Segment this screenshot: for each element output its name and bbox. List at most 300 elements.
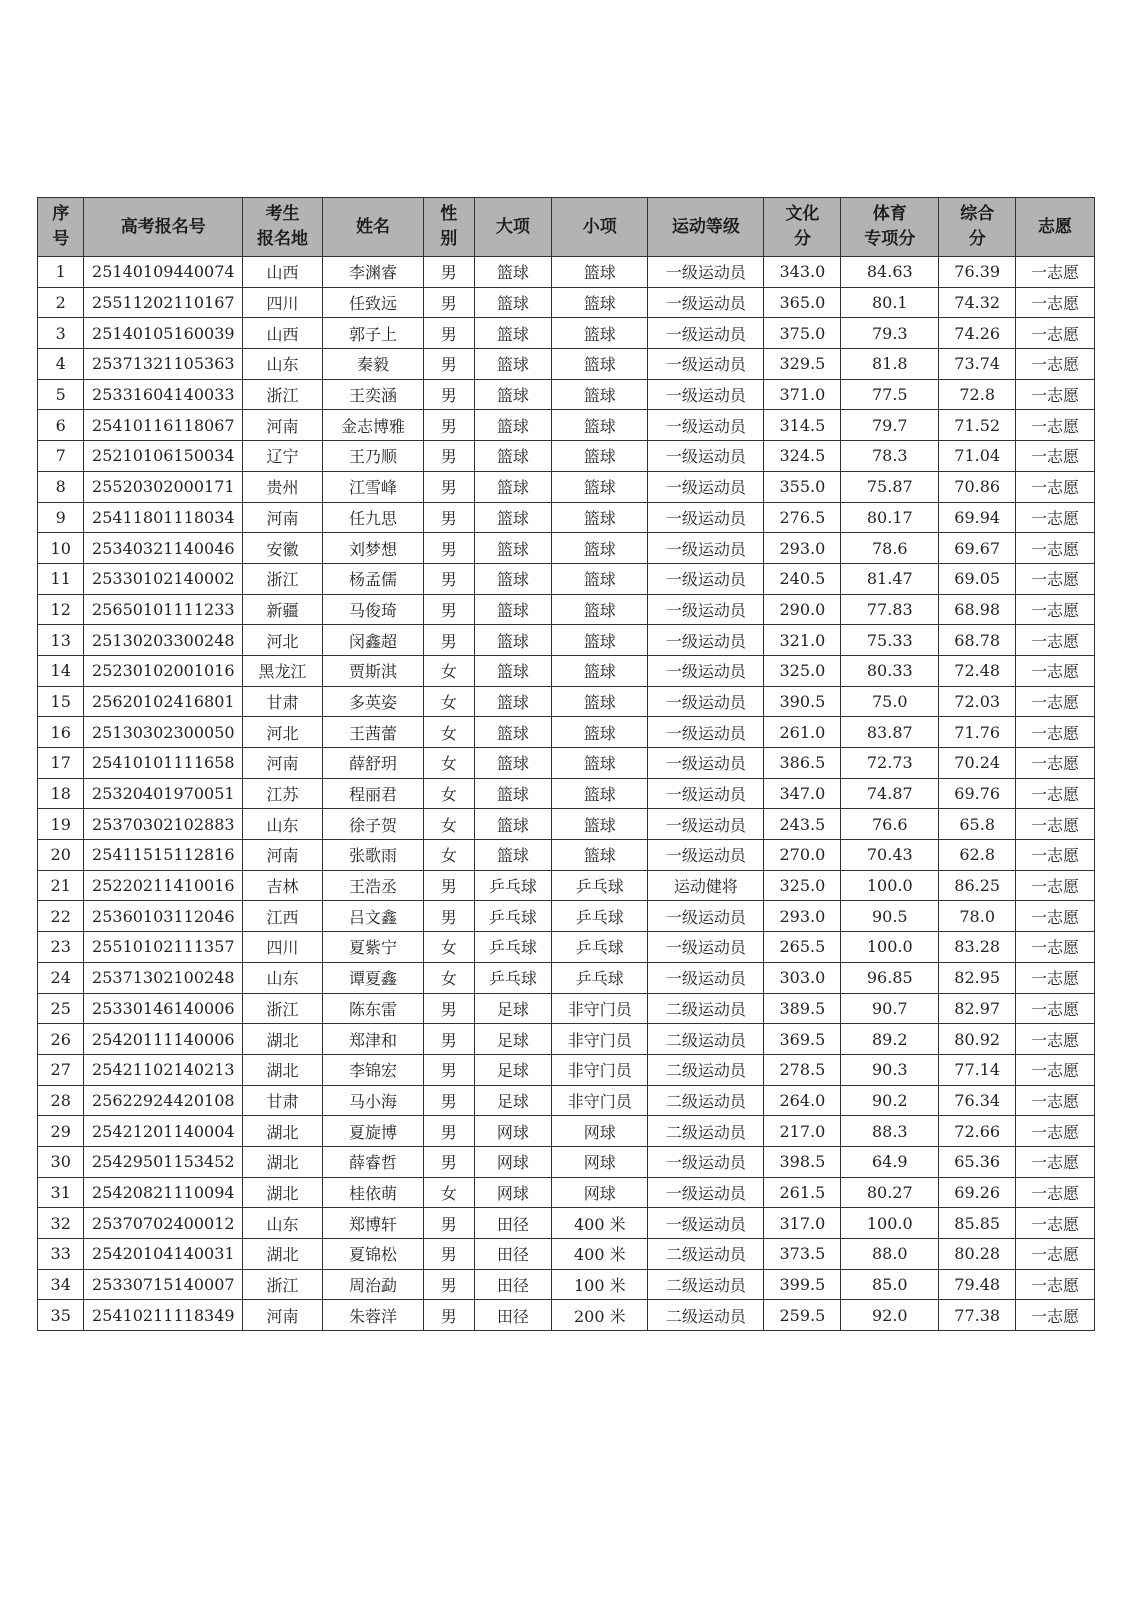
cell-total-score: 65.36 bbox=[939, 1146, 1016, 1177]
cell-gender: 男 bbox=[423, 257, 474, 288]
admission-list-table bbox=[37, 197, 1095, 1331]
cell-minor-item: 篮球 bbox=[552, 441, 648, 472]
cell-seq: 21 bbox=[38, 870, 84, 901]
cell-pe-score: 89.2 bbox=[841, 1024, 939, 1055]
cell-major-item: 篮球 bbox=[474, 410, 552, 441]
cell-preference: 一志愿 bbox=[1016, 502, 1095, 533]
cell-name: 薛舒玥 bbox=[322, 748, 423, 779]
cell-exam-id: 25411515112816 bbox=[84, 840, 243, 871]
cell-sport-level: 一级运动员 bbox=[648, 287, 764, 318]
header-total-score bbox=[939, 198, 1016, 257]
cell-pe-score: 83.87 bbox=[841, 717, 939, 748]
cell-seq: 7 bbox=[38, 441, 84, 472]
cell-seq: 12 bbox=[38, 594, 84, 625]
cell-major-item: 篮球 bbox=[474, 840, 552, 871]
cell-major-item: 篮球 bbox=[474, 349, 552, 380]
cell-name: 李锦宏 bbox=[322, 1054, 423, 1085]
header-minor-item bbox=[552, 198, 648, 257]
cell-sport-level: 运动健将 bbox=[648, 870, 764, 901]
cell-name: 杨孟儒 bbox=[322, 563, 423, 594]
table-header bbox=[38, 198, 1095, 257]
cell-culture-score: 290.0 bbox=[764, 594, 841, 625]
cell-major-item: 篮球 bbox=[474, 809, 552, 840]
cell-name: 朱蓉洋 bbox=[322, 1300, 423, 1331]
cell-minor-item: 乒乓球 bbox=[552, 901, 648, 932]
cell-pe-score: 80.17 bbox=[841, 502, 939, 533]
cell-exam-id: 25421201140004 bbox=[84, 1116, 243, 1147]
cell-total-score: 72.8 bbox=[939, 379, 1016, 410]
cell-minor-item: 篮球 bbox=[552, 840, 648, 871]
cell-seq: 17 bbox=[38, 748, 84, 779]
cell-gender: 男 bbox=[423, 870, 474, 901]
header-sport-level-line1: 运动等级 bbox=[671, 216, 740, 237]
cell-seq: 4 bbox=[38, 349, 84, 380]
cell-pe-score: 72.73 bbox=[841, 748, 939, 779]
cell-preference: 一志愿 bbox=[1016, 257, 1095, 288]
cell-major-item: 乒乓球 bbox=[474, 901, 552, 932]
cell-exam-id: 25622924420108 bbox=[84, 1085, 243, 1116]
cell-total-score: 70.24 bbox=[939, 748, 1016, 779]
cell-name: 张歌雨 bbox=[322, 840, 423, 871]
table-row bbox=[38, 778, 1095, 809]
header-minor-item-line1: 小项 bbox=[582, 216, 617, 237]
cell-sport-level: 一级运动员 bbox=[648, 655, 764, 686]
cell-region: 河北 bbox=[243, 717, 323, 748]
table-row bbox=[38, 1085, 1095, 1116]
cell-culture-score: 240.5 bbox=[764, 563, 841, 594]
cell-sport-level: 一级运动员 bbox=[648, 502, 764, 533]
cell-preference: 一志愿 bbox=[1016, 1269, 1095, 1300]
cell-culture-score: 261.5 bbox=[764, 1177, 841, 1208]
header-seq bbox=[38, 198, 84, 257]
cell-name: 夏旋博 bbox=[322, 1116, 423, 1147]
cell-total-score: 82.95 bbox=[939, 962, 1016, 993]
cell-sport-level: 一级运动员 bbox=[648, 471, 764, 502]
cell-total-score: 71.52 bbox=[939, 410, 1016, 441]
cell-name: 薛睿哲 bbox=[322, 1146, 423, 1177]
cell-region: 浙江 bbox=[243, 379, 323, 410]
cell-major-item: 篮球 bbox=[474, 257, 552, 288]
cell-minor-item: 乒乓球 bbox=[552, 932, 648, 963]
cell-major-item: 篮球 bbox=[474, 441, 552, 472]
cell-sport-level: 一级运动员 bbox=[648, 1208, 764, 1239]
table-row bbox=[38, 441, 1095, 472]
cell-seq: 23 bbox=[38, 932, 84, 963]
cell-sport-level: 一级运动员 bbox=[648, 686, 764, 717]
cell-region: 河南 bbox=[243, 502, 323, 533]
cell-seq: 29 bbox=[38, 1116, 84, 1147]
cell-preference: 一志愿 bbox=[1016, 1208, 1095, 1239]
cell-pe-score: 85.0 bbox=[841, 1269, 939, 1300]
cell-culture-score: 276.5 bbox=[764, 502, 841, 533]
cell-gender: 男 bbox=[423, 563, 474, 594]
cell-exam-id: 25411801118034 bbox=[84, 502, 243, 533]
cell-name: 任致远 bbox=[322, 287, 423, 318]
cell-seq: 32 bbox=[38, 1208, 84, 1239]
cell-sport-level: 二级运动员 bbox=[648, 1116, 764, 1147]
cell-pe-score: 90.2 bbox=[841, 1085, 939, 1116]
cell-seq: 11 bbox=[38, 563, 84, 594]
cell-preference: 一志愿 bbox=[1016, 778, 1095, 809]
header-region-line2: 报名地 bbox=[257, 229, 309, 249]
cell-major-item: 篮球 bbox=[474, 471, 552, 502]
cell-pe-score: 75.33 bbox=[841, 625, 939, 656]
cell-pe-score: 77.5 bbox=[841, 379, 939, 410]
cell-pe-score: 100.0 bbox=[841, 870, 939, 901]
cell-preference: 一志愿 bbox=[1016, 471, 1095, 502]
cell-pe-score: 76.6 bbox=[841, 809, 939, 840]
table-row bbox=[38, 993, 1095, 1024]
cell-gender: 男 bbox=[423, 287, 474, 318]
cell-exam-id: 25520302000171 bbox=[84, 471, 243, 502]
cell-region: 甘肃 bbox=[243, 1085, 323, 1116]
cell-preference: 一志愿 bbox=[1016, 625, 1095, 656]
cell-minor-item: 篮球 bbox=[552, 318, 648, 349]
cell-preference: 一志愿 bbox=[1016, 1085, 1095, 1116]
table-row bbox=[38, 870, 1095, 901]
cell-culture-score: 375.0 bbox=[764, 318, 841, 349]
cell-region: 浙江 bbox=[243, 563, 323, 594]
cell-seq: 5 bbox=[38, 379, 84, 410]
cell-culture-score: 321.0 bbox=[764, 625, 841, 656]
cell-gender: 女 bbox=[423, 717, 474, 748]
header-pe-score bbox=[841, 198, 939, 257]
cell-preference: 一志愿 bbox=[1016, 870, 1095, 901]
cell-gender: 女 bbox=[423, 932, 474, 963]
cell-minor-item: 400 米 bbox=[552, 1208, 648, 1239]
cell-minor-item: 篮球 bbox=[552, 563, 648, 594]
cell-gender: 男 bbox=[423, 379, 474, 410]
cell-preference: 一志愿 bbox=[1016, 962, 1095, 993]
cell-region: 甘肃 bbox=[243, 686, 323, 717]
cell-minor-item: 篮球 bbox=[552, 594, 648, 625]
cell-gender: 男 bbox=[423, 471, 474, 502]
cell-seq: 2 bbox=[38, 287, 84, 318]
cell-minor-item: 乒乓球 bbox=[552, 870, 648, 901]
cell-total-score: 80.92 bbox=[939, 1024, 1016, 1055]
cell-culture-score: 303.0 bbox=[764, 962, 841, 993]
cell-total-score: 70.86 bbox=[939, 471, 1016, 502]
cell-sport-level: 二级运动员 bbox=[648, 1024, 764, 1055]
cell-region: 河北 bbox=[243, 625, 323, 656]
cell-sport-level: 一级运动员 bbox=[648, 932, 764, 963]
cell-seq: 25 bbox=[38, 993, 84, 1024]
cell-gender: 女 bbox=[423, 778, 474, 809]
cell-exam-id: 25410116118067 bbox=[84, 410, 243, 441]
cell-gender: 男 bbox=[423, 1116, 474, 1147]
cell-exam-id: 25650101111233 bbox=[84, 594, 243, 625]
table-row bbox=[38, 840, 1095, 871]
cell-gender: 女 bbox=[423, 686, 474, 717]
cell-pe-score: 78.3 bbox=[841, 441, 939, 472]
header-exam-id-line1: 高考报名号 bbox=[120, 216, 206, 237]
cell-seq: 20 bbox=[38, 840, 84, 871]
table-row bbox=[38, 471, 1095, 502]
cell-preference: 一志愿 bbox=[1016, 932, 1095, 963]
cell-region: 山东 bbox=[243, 962, 323, 993]
cell-total-score: 69.67 bbox=[939, 533, 1016, 564]
cell-exam-id: 25420821110094 bbox=[84, 1177, 243, 1208]
cell-seq: 33 bbox=[38, 1239, 84, 1270]
cell-major-item: 足球 bbox=[474, 1085, 552, 1116]
cell-sport-level: 一级运动员 bbox=[648, 748, 764, 779]
table-row bbox=[38, 1146, 1095, 1177]
cell-major-item: 篮球 bbox=[474, 748, 552, 779]
cell-seq: 30 bbox=[38, 1146, 84, 1177]
cell-name: 李渊睿 bbox=[322, 257, 423, 288]
cell-preference: 一志愿 bbox=[1016, 840, 1095, 871]
cell-seq: 3 bbox=[38, 318, 84, 349]
cell-exam-id: 25420104140031 bbox=[84, 1239, 243, 1270]
cell-culture-score: 399.5 bbox=[764, 1269, 841, 1300]
cell-exam-id: 25410211118349 bbox=[84, 1300, 243, 1331]
cell-name: 陈东雷 bbox=[322, 993, 423, 1024]
cell-name: 夏锦松 bbox=[322, 1239, 423, 1270]
cell-minor-item: 100 米 bbox=[552, 1269, 648, 1300]
cell-culture-score: 389.5 bbox=[764, 993, 841, 1024]
cell-minor-item: 200 米 bbox=[552, 1300, 648, 1331]
cell-name: 周治勐 bbox=[322, 1269, 423, 1300]
header-total-score-line2: 分 bbox=[968, 229, 986, 249]
cell-pe-score: 80.27 bbox=[841, 1177, 939, 1208]
cell-region: 四川 bbox=[243, 932, 323, 963]
cell-major-item: 篮球 bbox=[474, 686, 552, 717]
cell-total-score: 83.28 bbox=[939, 932, 1016, 963]
cell-minor-item: 非守门员 bbox=[552, 1024, 648, 1055]
cell-culture-score: 386.5 bbox=[764, 748, 841, 779]
cell-name: 贾斯淇 bbox=[322, 655, 423, 686]
cell-total-score: 73.74 bbox=[939, 349, 1016, 380]
cell-minor-item: 篮球 bbox=[552, 748, 648, 779]
cell-pe-score: 88.3 bbox=[841, 1116, 939, 1147]
cell-sport-level: 二级运动员 bbox=[648, 1054, 764, 1085]
cell-seq: 14 bbox=[38, 655, 84, 686]
cell-pe-score: 90.7 bbox=[841, 993, 939, 1024]
cell-seq: 35 bbox=[38, 1300, 84, 1331]
cell-pe-score: 81.8 bbox=[841, 349, 939, 380]
cell-seq: 28 bbox=[38, 1085, 84, 1116]
table-row bbox=[38, 748, 1095, 779]
cell-seq: 22 bbox=[38, 901, 84, 932]
header-gender-line1: 性 bbox=[440, 204, 458, 224]
table-row bbox=[38, 655, 1095, 686]
cell-minor-item: 乒乓球 bbox=[552, 962, 648, 993]
cell-pe-score: 100.0 bbox=[841, 1208, 939, 1239]
cell-total-score: 69.94 bbox=[939, 502, 1016, 533]
cell-region: 湖北 bbox=[243, 1024, 323, 1055]
cell-preference: 一志愿 bbox=[1016, 563, 1095, 594]
cell-pe-score: 90.5 bbox=[841, 901, 939, 932]
cell-seq: 27 bbox=[38, 1054, 84, 1085]
cell-exam-id: 25510102111357 bbox=[84, 932, 243, 963]
cell-preference: 一志愿 bbox=[1016, 441, 1095, 472]
cell-minor-item: 非守门员 bbox=[552, 993, 648, 1024]
header-preference bbox=[1016, 198, 1095, 257]
cell-sport-level: 一级运动员 bbox=[648, 257, 764, 288]
header-culture-score bbox=[764, 198, 841, 257]
cell-culture-score: 265.5 bbox=[764, 932, 841, 963]
cell-exam-id: 25210106150034 bbox=[84, 441, 243, 472]
cell-seq: 1 bbox=[38, 257, 84, 288]
cell-minor-item: 网球 bbox=[552, 1146, 648, 1177]
cell-minor-item: 篮球 bbox=[552, 625, 648, 656]
cell-region: 河南 bbox=[243, 410, 323, 441]
cell-culture-score: 329.5 bbox=[764, 349, 841, 380]
cell-culture-score: 243.5 bbox=[764, 809, 841, 840]
header-pe-score-line1: 体育 bbox=[872, 204, 907, 224]
cell-exam-id: 25130203300248 bbox=[84, 625, 243, 656]
cell-major-item: 篮球 bbox=[474, 594, 552, 625]
cell-culture-score: 373.5 bbox=[764, 1239, 841, 1270]
cell-region: 山西 bbox=[243, 257, 323, 288]
cell-sport-level: 一级运动员 bbox=[648, 717, 764, 748]
header-seq-line2: 号 bbox=[52, 229, 70, 249]
cell-major-item: 网球 bbox=[474, 1177, 552, 1208]
cell-gender: 男 bbox=[423, 1269, 474, 1300]
table-row bbox=[38, 962, 1095, 993]
cell-pe-score: 64.9 bbox=[841, 1146, 939, 1177]
cell-exam-id: 25230102001016 bbox=[84, 655, 243, 686]
header-region bbox=[243, 198, 323, 257]
table-row bbox=[38, 257, 1095, 288]
cell-sport-level: 一级运动员 bbox=[648, 840, 764, 871]
cell-exam-id: 25421102140213 bbox=[84, 1054, 243, 1085]
cell-major-item: 篮球 bbox=[474, 655, 552, 686]
header-region-line1: 考生 bbox=[265, 204, 300, 224]
header-name-line1: 姓名 bbox=[355, 216, 390, 237]
cell-region: 江苏 bbox=[243, 778, 323, 809]
cell-name: 郑津和 bbox=[322, 1024, 423, 1055]
cell-preference: 一志愿 bbox=[1016, 1024, 1095, 1055]
cell-seq: 18 bbox=[38, 778, 84, 809]
table-row bbox=[38, 1239, 1095, 1270]
cell-total-score: 65.8 bbox=[939, 809, 1016, 840]
cell-region: 安徽 bbox=[243, 533, 323, 564]
table-row bbox=[38, 563, 1095, 594]
cell-name: 闵鑫超 bbox=[322, 625, 423, 656]
table-row bbox=[38, 1177, 1095, 1208]
cell-culture-score: 325.0 bbox=[764, 870, 841, 901]
header-culture-score-line2: 分 bbox=[793, 229, 811, 249]
table-row bbox=[38, 809, 1095, 840]
cell-region: 四川 bbox=[243, 287, 323, 318]
cell-minor-item: 篮球 bbox=[552, 410, 648, 441]
cell-sport-level: 一级运动员 bbox=[648, 563, 764, 594]
cell-seq: 24 bbox=[38, 962, 84, 993]
cell-preference: 一志愿 bbox=[1016, 594, 1095, 625]
cell-sport-level: 一级运动员 bbox=[648, 901, 764, 932]
cell-major-item: 足球 bbox=[474, 993, 552, 1024]
cell-seq: 26 bbox=[38, 1024, 84, 1055]
cell-name: 夏紫宁 bbox=[322, 932, 423, 963]
cell-gender: 男 bbox=[423, 318, 474, 349]
header-major-item bbox=[474, 198, 552, 257]
cell-gender: 男 bbox=[423, 502, 474, 533]
cell-preference: 一志愿 bbox=[1016, 655, 1095, 686]
cell-gender: 男 bbox=[423, 410, 474, 441]
cell-culture-score: 365.0 bbox=[764, 287, 841, 318]
cell-region: 黑龙江 bbox=[243, 655, 323, 686]
cell-major-item: 田径 bbox=[474, 1239, 552, 1270]
cell-region: 湖北 bbox=[243, 1146, 323, 1177]
cell-culture-score: 324.5 bbox=[764, 441, 841, 472]
cell-region: 山东 bbox=[243, 349, 323, 380]
cell-major-item: 乒乓球 bbox=[474, 932, 552, 963]
cell-major-item: 网球 bbox=[474, 1116, 552, 1147]
cell-pe-score: 79.3 bbox=[841, 318, 939, 349]
cell-exam-id: 25410101111658 bbox=[84, 748, 243, 779]
cell-total-score: 77.14 bbox=[939, 1054, 1016, 1085]
cell-minor-item: 非守门员 bbox=[552, 1085, 648, 1116]
cell-gender: 女 bbox=[423, 840, 474, 871]
table-row bbox=[38, 1024, 1095, 1055]
cell-exam-id: 25429501153452 bbox=[84, 1146, 243, 1177]
cell-gender: 男 bbox=[423, 1300, 474, 1331]
cell-minor-item: 篮球 bbox=[552, 471, 648, 502]
table-row bbox=[38, 318, 1095, 349]
cell-culture-score: 325.0 bbox=[764, 655, 841, 686]
cell-seq: 34 bbox=[38, 1269, 84, 1300]
cell-minor-item: 篮球 bbox=[552, 379, 648, 410]
cell-minor-item: 篮球 bbox=[552, 686, 648, 717]
cell-preference: 一志愿 bbox=[1016, 410, 1095, 441]
header-name bbox=[322, 198, 423, 257]
cell-total-score: 72.48 bbox=[939, 655, 1016, 686]
cell-seq: 15 bbox=[38, 686, 84, 717]
cell-total-score: 80.28 bbox=[939, 1239, 1016, 1270]
cell-exam-id: 25420111140006 bbox=[84, 1024, 243, 1055]
cell-seq: 10 bbox=[38, 533, 84, 564]
cell-major-item: 篮球 bbox=[474, 502, 552, 533]
cell-gender: 男 bbox=[423, 1208, 474, 1239]
cell-major-item: 篮球 bbox=[474, 533, 552, 564]
cell-gender: 男 bbox=[423, 625, 474, 656]
header-seq-line1: 序 bbox=[52, 204, 70, 224]
table-row bbox=[38, 1300, 1095, 1331]
table-row bbox=[38, 533, 1095, 564]
cell-region: 新疆 bbox=[243, 594, 323, 625]
cell-preference: 一志愿 bbox=[1016, 1177, 1095, 1208]
cell-sport-level: 二级运动员 bbox=[648, 1300, 764, 1331]
cell-gender: 男 bbox=[423, 349, 474, 380]
cell-gender: 女 bbox=[423, 748, 474, 779]
cell-sport-level: 一级运动员 bbox=[648, 594, 764, 625]
cell-gender: 男 bbox=[423, 533, 474, 564]
table-row bbox=[38, 717, 1095, 748]
cell-major-item: 篮球 bbox=[474, 625, 552, 656]
cell-major-item: 篮球 bbox=[474, 563, 552, 594]
cell-gender: 男 bbox=[423, 441, 474, 472]
cell-major-item: 足球 bbox=[474, 1024, 552, 1055]
cell-total-score: 69.76 bbox=[939, 778, 1016, 809]
header-gender bbox=[423, 198, 474, 257]
cell-preference: 一志愿 bbox=[1016, 533, 1095, 564]
cell-exam-id: 25340321140046 bbox=[84, 533, 243, 564]
cell-seq: 9 bbox=[38, 502, 84, 533]
cell-preference: 一志愿 bbox=[1016, 1239, 1095, 1270]
cell-name: 马小海 bbox=[322, 1085, 423, 1116]
cell-name: 徐子贺 bbox=[322, 809, 423, 840]
cell-major-item: 田径 bbox=[474, 1269, 552, 1300]
cell-culture-score: 369.5 bbox=[764, 1024, 841, 1055]
cell-region: 山东 bbox=[243, 809, 323, 840]
cell-name: 郑博轩 bbox=[322, 1208, 423, 1239]
cell-exam-id: 25140105160039 bbox=[84, 318, 243, 349]
cell-culture-score: 343.0 bbox=[764, 257, 841, 288]
cell-sport-level: 一级运动员 bbox=[648, 533, 764, 564]
table-row bbox=[38, 1208, 1095, 1239]
cell-major-item: 篮球 bbox=[474, 287, 552, 318]
